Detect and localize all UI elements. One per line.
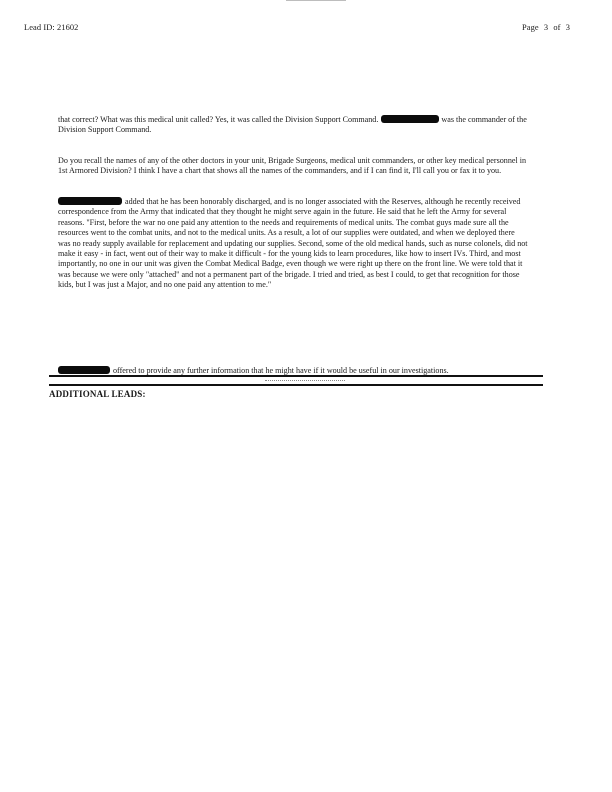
additional-leads-heading: ADDITIONAL LEADS: (49, 389, 146, 399)
section-divider-bottom (49, 384, 543, 386)
redaction-block (58, 366, 110, 374)
paragraph-text: Do you recall the names of any of the other doctors in your unit, Brigade Surgeons, medical unit commanders, or other key medical personnel in 1st Armored Division? I think I have a chart that shows all the names of the commanders, and if I can find it, I'll call you or fax it to you. (58, 156, 527, 176)
redaction-block (381, 115, 439, 123)
paragraph-other-doctors (58, 156, 528, 177)
page-indicator (522, 23, 573, 32)
paragraph-division-support (58, 115, 528, 136)
lead-id-label: Lead ID: 21602 (24, 23, 79, 32)
paragraph-text: that correct? What was this medical unit called? Yes, it was called the Division Support Command. (58, 115, 379, 124)
page-word: Page (522, 23, 539, 32)
paragraph-discharge (58, 197, 528, 291)
scan-artifact-dots (265, 380, 345, 383)
scan-artifact-line (286, 0, 346, 1)
of-word: of (553, 23, 561, 32)
paragraph-text: was the commander of the Division Support Command. (58, 115, 527, 135)
section-divider-top (49, 375, 543, 377)
paragraph-text: offered to provide any further information that he might have if it would be useful in our investigations. (113, 366, 449, 375)
page-number: 3 (543, 23, 549, 32)
redaction-block (58, 197, 122, 205)
paragraph-text: added that he has been honorably discharged, and is no longer associated with the Reserves, although he recently received correspondence from the Army that indicated that they thought he might serve again in the future. He said that he left the Army for several reasons. "First, before the war no one paid any attention to the needs and requirements of medical units. The combat guys made sure all the resources went to the combat units, and not to the medical units. As a result, a lot of our supplies were outdated, and when we deployed there was no ready supply available for replacement and updating our supplies. Second, some of the old medical hands, such as nurse colonels, did not make it easy - in fact, went out of their way to make it difficult - for the young kids to learn procedures, like how to insert IVs. Third, and most importantly, no one in our unit was given the Combat Medical Badge, even though we were right up there on the front line. We were told that it was because we were only "attached" and not a permanent part of the brigade. I tried and tried, as best I could, to get that recognition for those kids, but I was just a Major, and no one paid any attention to me." (58, 197, 528, 290)
page-total: 3 (565, 23, 571, 32)
